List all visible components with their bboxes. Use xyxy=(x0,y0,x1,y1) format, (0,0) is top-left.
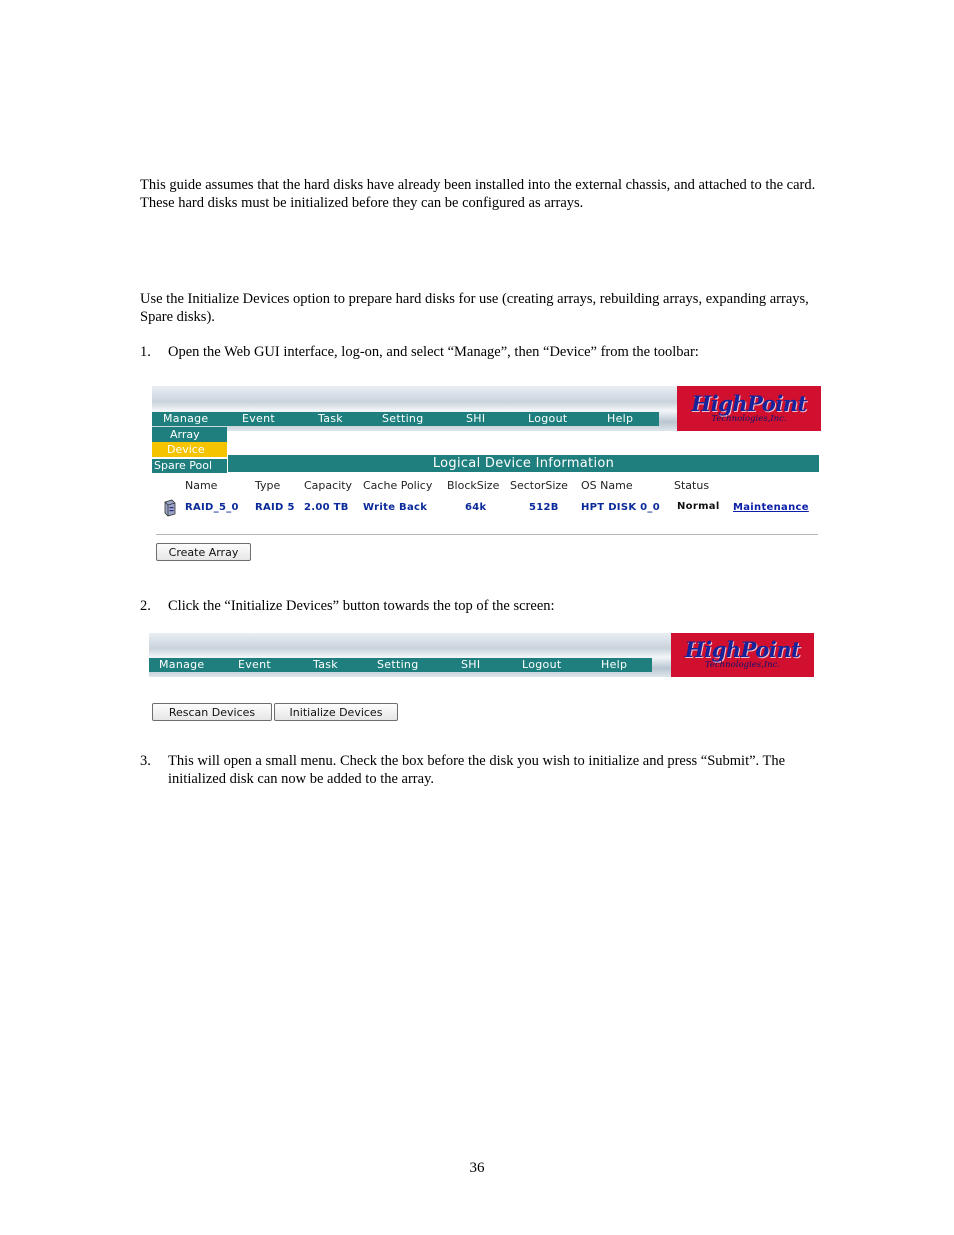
cell-sectorsize: 512B xyxy=(529,502,559,513)
nav-setting[interactable]: Setting xyxy=(382,412,424,425)
page-number: 36 xyxy=(469,1160,485,1176)
step-3-number: 3. xyxy=(140,753,151,769)
menu-item-array[interactable]: Array xyxy=(152,427,227,442)
toolbar-2 xyxy=(149,658,652,672)
nav-help[interactable]: Help xyxy=(601,658,628,671)
logical-device-title-bar: Logical Device Information xyxy=(228,455,819,472)
logo-subtitle: Technologies,Inc. xyxy=(704,660,781,670)
nav-event[interactable]: Event xyxy=(238,658,272,671)
logo-wordmark: HighPoint xyxy=(691,390,807,416)
nav-task[interactable]: Task xyxy=(318,412,343,425)
nav-setting[interactable]: Setting xyxy=(377,658,419,671)
step-3-text: This will open a small menu. Check the box before the disk you wish to initialize and press “Submit”. The initialized disk can now be added to the array. xyxy=(168,753,786,787)
nav-logout[interactable]: Logout xyxy=(528,412,568,425)
step-2-text: Click the “Initialize Devices” button towards the top of the screen: xyxy=(168,598,555,614)
disk-array-icon xyxy=(162,499,176,517)
create-array-button[interactable]: Create Array xyxy=(156,543,251,561)
highpoint-logo xyxy=(677,386,821,431)
header-type: Type xyxy=(255,479,281,492)
highpoint-logo-2 xyxy=(671,633,814,677)
nav-task[interactable]: Task xyxy=(313,658,338,671)
toolbar xyxy=(152,412,659,426)
header-name: Name xyxy=(185,479,218,492)
intro-paragraph-2: Use the Initialize Devices option to prepare hard disks for use (creating arrays, rebuilding arrays, expanding arrays, Spare disks). xyxy=(140,291,809,325)
maintenance-link[interactable]: Maintenance xyxy=(733,502,809,513)
step-1-text: Open the Web GUI interface, log-on, and select “Manage”, then “Device” from the toolbar: xyxy=(168,344,699,360)
menu-item-device[interactable]: Device xyxy=(152,442,227,457)
nav-help[interactable]: Help xyxy=(607,412,634,425)
header-sectorsize: SectorSize xyxy=(510,479,568,492)
cell-os-name: HPT DISK 0_0 xyxy=(581,502,660,513)
menu-item-spare-pool[interactable]: Spare Pool xyxy=(152,457,227,473)
cell-type: RAID 5 xyxy=(255,502,295,513)
nav-manage[interactable]: Manage xyxy=(163,412,209,425)
step-1-number: 1. xyxy=(140,344,151,360)
rescan-devices-button[interactable]: Rescan Devices xyxy=(152,703,272,721)
manage-dropdown-menu xyxy=(152,427,227,473)
nav-manage[interactable]: Manage xyxy=(159,658,205,671)
header-blocksize: BlockSize xyxy=(447,479,500,492)
cell-name[interactable]: RAID_5_0 xyxy=(185,502,239,513)
nav-shi[interactable]: SHI xyxy=(461,658,481,671)
header-capacity: Capacity xyxy=(304,479,353,492)
initialize-devices-button[interactable]: Initialize Devices xyxy=(274,703,398,721)
logo-wordmark: HighPoint xyxy=(684,637,801,662)
intro-paragraph-1: This guide assumes that the hard disks have already been installed into the external chassis, and attached to the card. These hard disks must be initialized before they can be configured as arrays. xyxy=(140,177,816,211)
header-os-name: OS Name xyxy=(581,479,633,492)
nav-logout[interactable]: Logout xyxy=(522,658,562,671)
cell-status: Normal xyxy=(677,501,720,512)
step-2-number: 2. xyxy=(140,598,151,614)
nav-event[interactable]: Event xyxy=(242,412,276,425)
cell-capacity: 2.00 TB xyxy=(304,502,349,513)
cell-blocksize: 64k xyxy=(465,502,487,513)
header-status: Status xyxy=(674,479,710,492)
header-cache-policy: Cache Policy xyxy=(363,479,433,492)
divider xyxy=(156,534,818,535)
logo-subtitle: Technologies,Inc. xyxy=(711,413,787,424)
nav-shi[interactable]: SHI xyxy=(466,412,486,425)
cell-cache-policy: Write Back xyxy=(363,502,428,513)
